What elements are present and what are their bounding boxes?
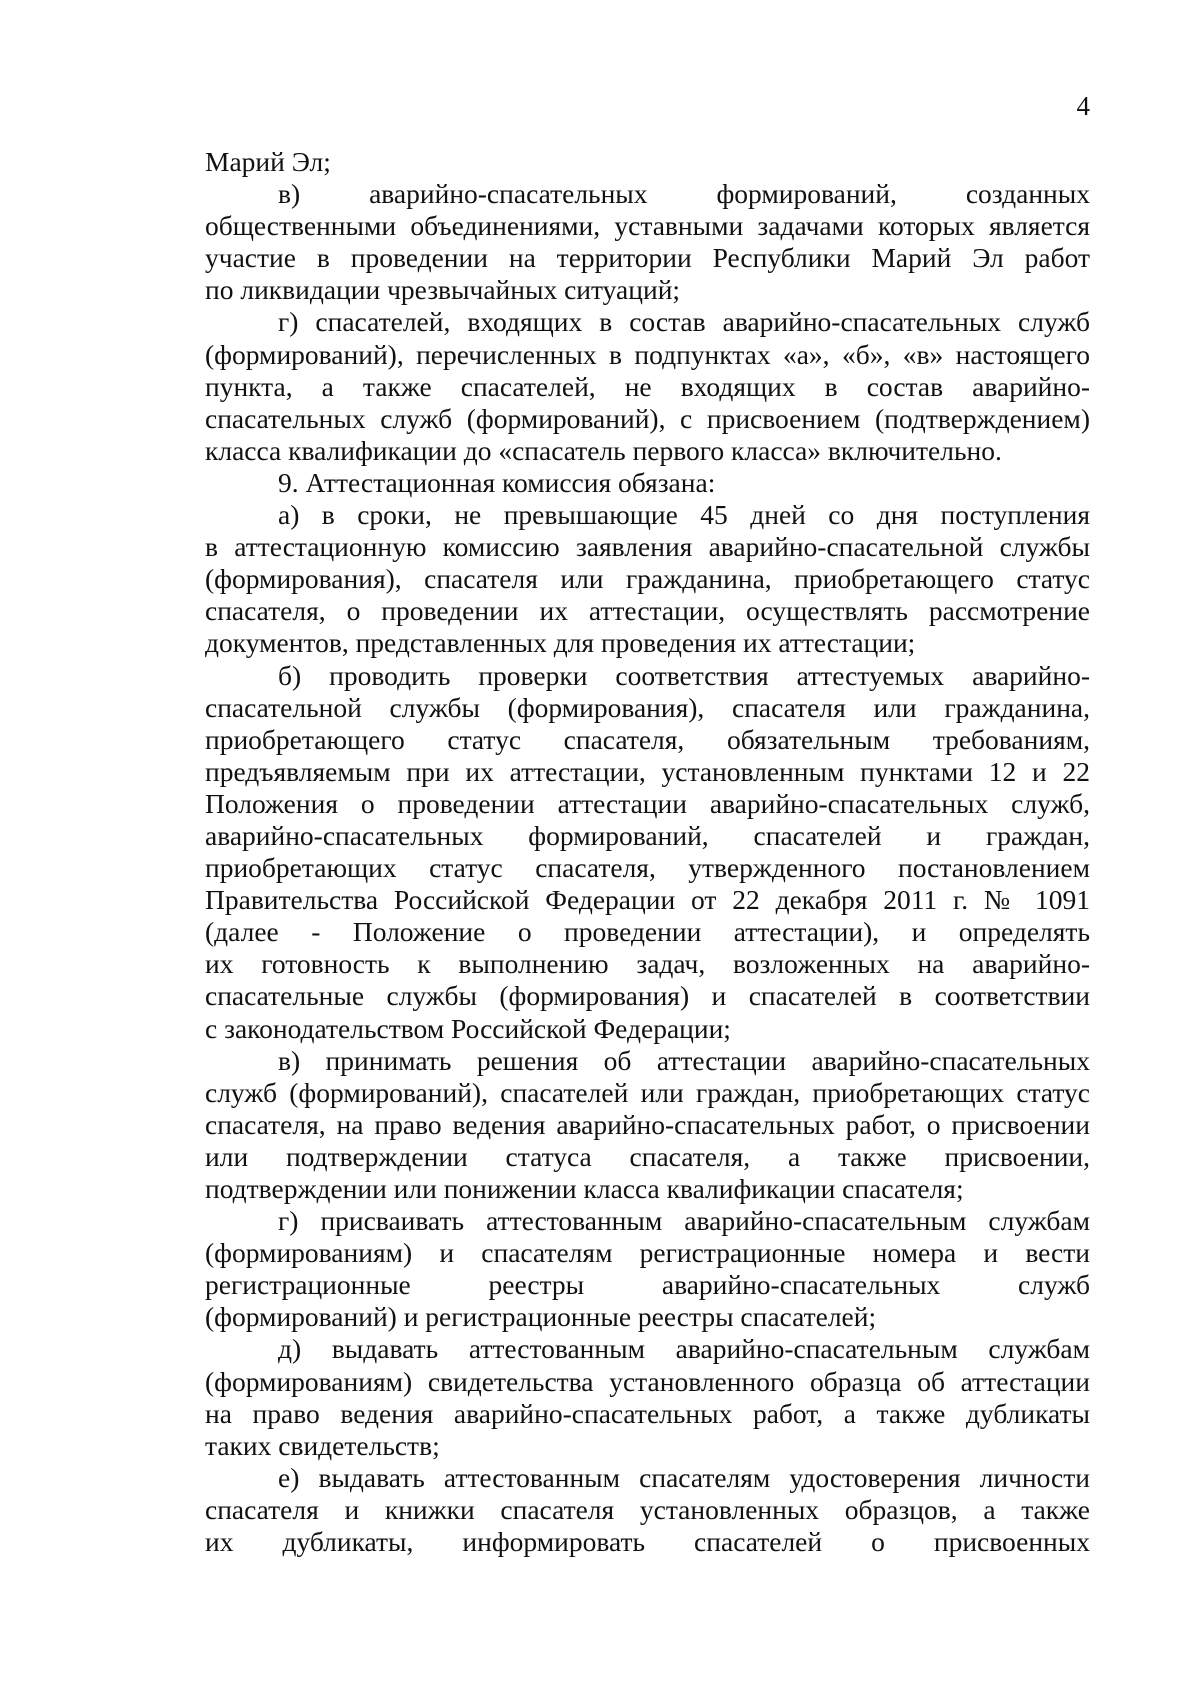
- text-line: б) проводить проверки соответствия аттестуемых аварийно-: [278, 659, 1090, 691]
- text-line: 9. Аттестационная комиссия обязана:: [278, 466, 716, 498]
- text-line: документов, представленных для проведения их аттестации;: [205, 627, 916, 659]
- text-line: Правительства Российской Федерации от 22 декабря 2011 г. № 1091: [205, 884, 1090, 916]
- text-line: в) принимать решения об аттестации аварийно-спасательных: [278, 1044, 1090, 1076]
- text-line: или подтверждении статуса спасателя, а также присвоении,: [205, 1140, 1090, 1172]
- text-line: спасателя, на право ведения аварийно-спасательных работ, о присвоении: [205, 1108, 1090, 1140]
- document-body: [205, 146, 1090, 1558]
- text-line: приобретающих статус спасателя, утвержденного постановлением: [205, 852, 1090, 884]
- text-line: таких свидетельств;: [205, 1429, 440, 1461]
- text-line: предъявляемым при их аттестации, установленным пунктами 12 и 22: [205, 755, 1090, 787]
- text-line: (далее - Положение о проведении аттестации), и определять: [205, 916, 1090, 948]
- text-line: спасательной службы (формирования), спасателя или гражданина,: [205, 691, 1090, 723]
- text-line: аварийно-спасательных формирований, спасателей и граждан,: [205, 819, 1090, 851]
- text-line: их готовность к выполнению задач, возложенных на аварийно-: [205, 948, 1090, 980]
- text-line: с законодательством Российской Федерации;: [205, 1012, 731, 1044]
- text-line: регистрационные реестры аварийно-спасательных служб: [205, 1269, 1090, 1301]
- text-line: служб (формирований), спасателей или граждан, приобретающих статус: [205, 1076, 1090, 1108]
- text-line: г) присваивать аттестованным аварийно-спасательным службам: [278, 1205, 1090, 1237]
- text-line: подтверждении или понижении класса квалификации спасателя;: [205, 1173, 964, 1204]
- text-line: по ликвидации чрезвычайных ситуаций;: [205, 274, 681, 306]
- text-line: спасателя, о проведении их аттестации, осуществлять рассмотрение: [205, 595, 1090, 627]
- text-line: Марий Эл;: [205, 146, 331, 177]
- text-line: (формирований) и регистрационные реестры спасателей;: [205, 1301, 877, 1333]
- text-line: спасателя и книжки спасателя установленных образцов, а также: [205, 1493, 1090, 1525]
- text-line: (формирований), перечисленных в подпунктах «а», «б», «в» настоящего: [205, 338, 1090, 370]
- text-line: Положения о проведении аттестации аварийно-спасательных служб,: [205, 787, 1090, 819]
- page-number: 4: [1076, 91, 1090, 121]
- text-line: участие в проведении на территории Республики Марий Эл работ: [205, 242, 1090, 274]
- text-line: г) спасателей, входящих в состав аварийно-спасательных служб: [278, 306, 1090, 338]
- text-line: спасательные службы (формирования) и спасателей в соответствии: [205, 980, 1090, 1012]
- text-line: е) выдавать аттестованным спасателям удостоверения личности: [278, 1461, 1090, 1493]
- text-line: класса квалификации до «спасатель первого класса» включительно.: [205, 434, 1002, 466]
- text-line: в) аварийно-спасательных формирований, созданных: [278, 178, 1090, 210]
- text-line: в аттестационную комиссию заявления аварийно-спасательной службы: [205, 531, 1090, 563]
- text-line: пункта, а также спасателей, не входящих в состав аварийно-: [205, 370, 1090, 402]
- text-line: д) выдавать аттестованным аварийно-спасательным службам: [278, 1333, 1090, 1365]
- text-line: их дубликаты, информировать спасателей о присвоенных: [205, 1526, 1090, 1558]
- text-line: приобретающего статус спасателя, обязательным требованиям,: [205, 723, 1090, 755]
- text-line: общественными объединениями, уставными задачами которых является: [205, 210, 1090, 242]
- text-line: спасательных служб (формирований), с присвоением (подтверждением): [205, 402, 1090, 434]
- text-line: (формирования), спасателя или гражданина, приобретающего статус: [205, 563, 1090, 595]
- text-line: (формированиям) и спасателям регистрационные номера и вести: [205, 1237, 1090, 1269]
- text-line: а) в сроки, не превышающие 45 дней со дня поступления: [278, 499, 1090, 531]
- text-line: на право ведения аварийно-спасательных работ, а также дубликаты: [205, 1397, 1090, 1429]
- text-line: (формированиям) свидетельства установленного образца об аттестации: [205, 1365, 1090, 1397]
